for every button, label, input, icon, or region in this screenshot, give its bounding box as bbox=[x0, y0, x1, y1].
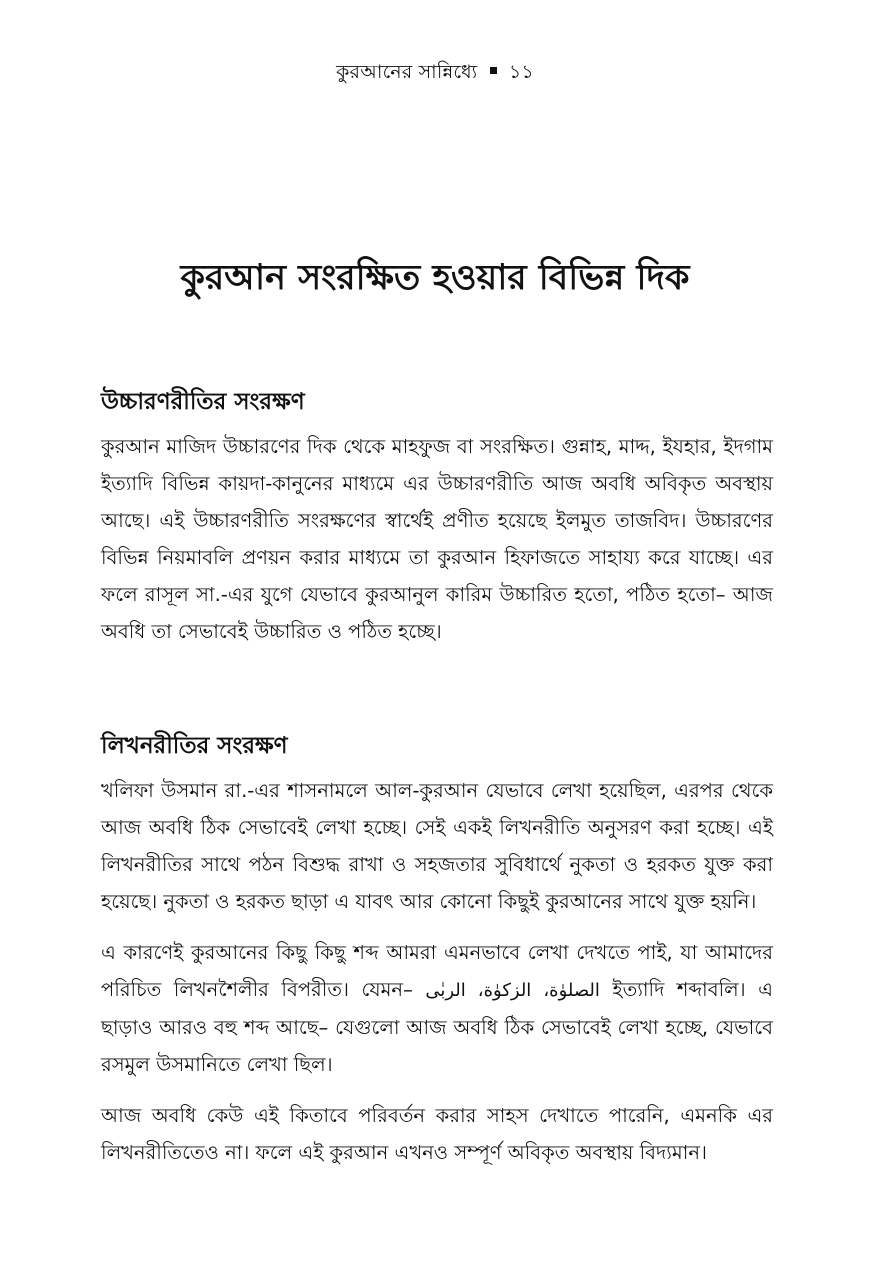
running-head-title: কুরআনের সান্নিধ্যে bbox=[336, 61, 478, 83]
paragraph: আজ অবধি কেউ এই কিতাবে পরিবর্তন করার সাহস দেখাতে পারেনি, এমনকি এর লিখনরীতিতেও না। ফলে এই কুরআন এখনও সম্পূর্ণ অবিকৃত অবস্থায় বিদ্যমান। bbox=[101, 1104, 773, 1164]
paragraph-text: এ কারণেই কুরআনের কিছু কিছু শব্দ আমরা এমনভাবে লেখা দেখতে পাই, যা আমাদের পরিচিত লিখনশৈলীর বিপরীত। যেমন– bbox=[101, 941, 773, 1001]
page-number: ১১ bbox=[508, 61, 534, 83]
section-heading: লিখনরীতির সংরক্ষণ bbox=[101, 733, 288, 759]
arabic-examples: الصلوٰة، الزكوٰة، الربٰى bbox=[425, 980, 600, 1001]
running-head bbox=[0, 58, 870, 90]
paragraph-text: ইত্যাদি শব্দাবলি। এ ছাড়াও আরও বহু শব্দ আছে– যেগুলো আজ অবধি ঠিক সেভাবেই লেখা হচ্ছে, যেভাবে রসমুল উসমানিতে লেখা ছিল। bbox=[101, 978, 773, 1076]
section-heading: উচ্চারণরীতির সংরক্ষণ bbox=[101, 389, 305, 415]
paragraph: কুরআন মাজিদ উচ্চারণের দিক থেকে মাহফুজ বা সংরক্ষিত। গুন্নাহ, মাদ্দ, ইযহার, ইদগাম ইত্যাদি বিভিন্ন কায়দা-কানুনের মাধ্যমে এর উচ্চারণরীতি আজ অবধি অবিকৃত অবস্থায় আছে। এই উচ্চারণরীতি সংরক্ষণের স্বার্থেই প্রণীত হয়েছে ইলমুত তাজবিদ। উচ্চারণের বিভিন্ন নিয়মাবলি প্রণয়ন করার মাধ্যমে তা কুরআন হিফাজতে সাহায্য করে যাচ্ছে। এর ফলে রাসূল সা.-এর যুগে যেভাবে কুরআনুল কারিম উচ্চারিত হতো, পঠিত হতো– আজ অবধি তা সেভাবেই উচ্চারিত ও পঠিত হচ্ছে। bbox=[101, 435, 773, 643]
chapter-title: কুরআন সংরক্ষিত হওয়ার বিভিন্ন দিক bbox=[180, 258, 690, 298]
separator-square-icon bbox=[490, 67, 497, 74]
section-orthography bbox=[101, 728, 773, 1185]
section-pronunciation bbox=[101, 384, 773, 664]
paragraph: খলিফা উসমান রা.-এর শাসনামলে আল-কুরআন যেভাবে লেখা হয়েছিল, এরপর থেকে আজ অবধি ঠিক সেভাবেই লেখা হচ্ছে। সেই একই লিখনরীতি অনুসরণ করা হচ্ছে। এই লিখনরীতির সাথে পঠন বিশুদ্ধ রাখা ও সহজতার সুবিধার্থে নুকতা ও হরকত যুক্ত করা হয়েছে। নুকতা ও হরকত ছাড়া এ যাবৎ আর কোনো কিছুই কুরআনের সাথে যুক্ত হয়নি। bbox=[101, 779, 773, 913]
paragraph-with-arabic bbox=[101, 934, 773, 1083]
